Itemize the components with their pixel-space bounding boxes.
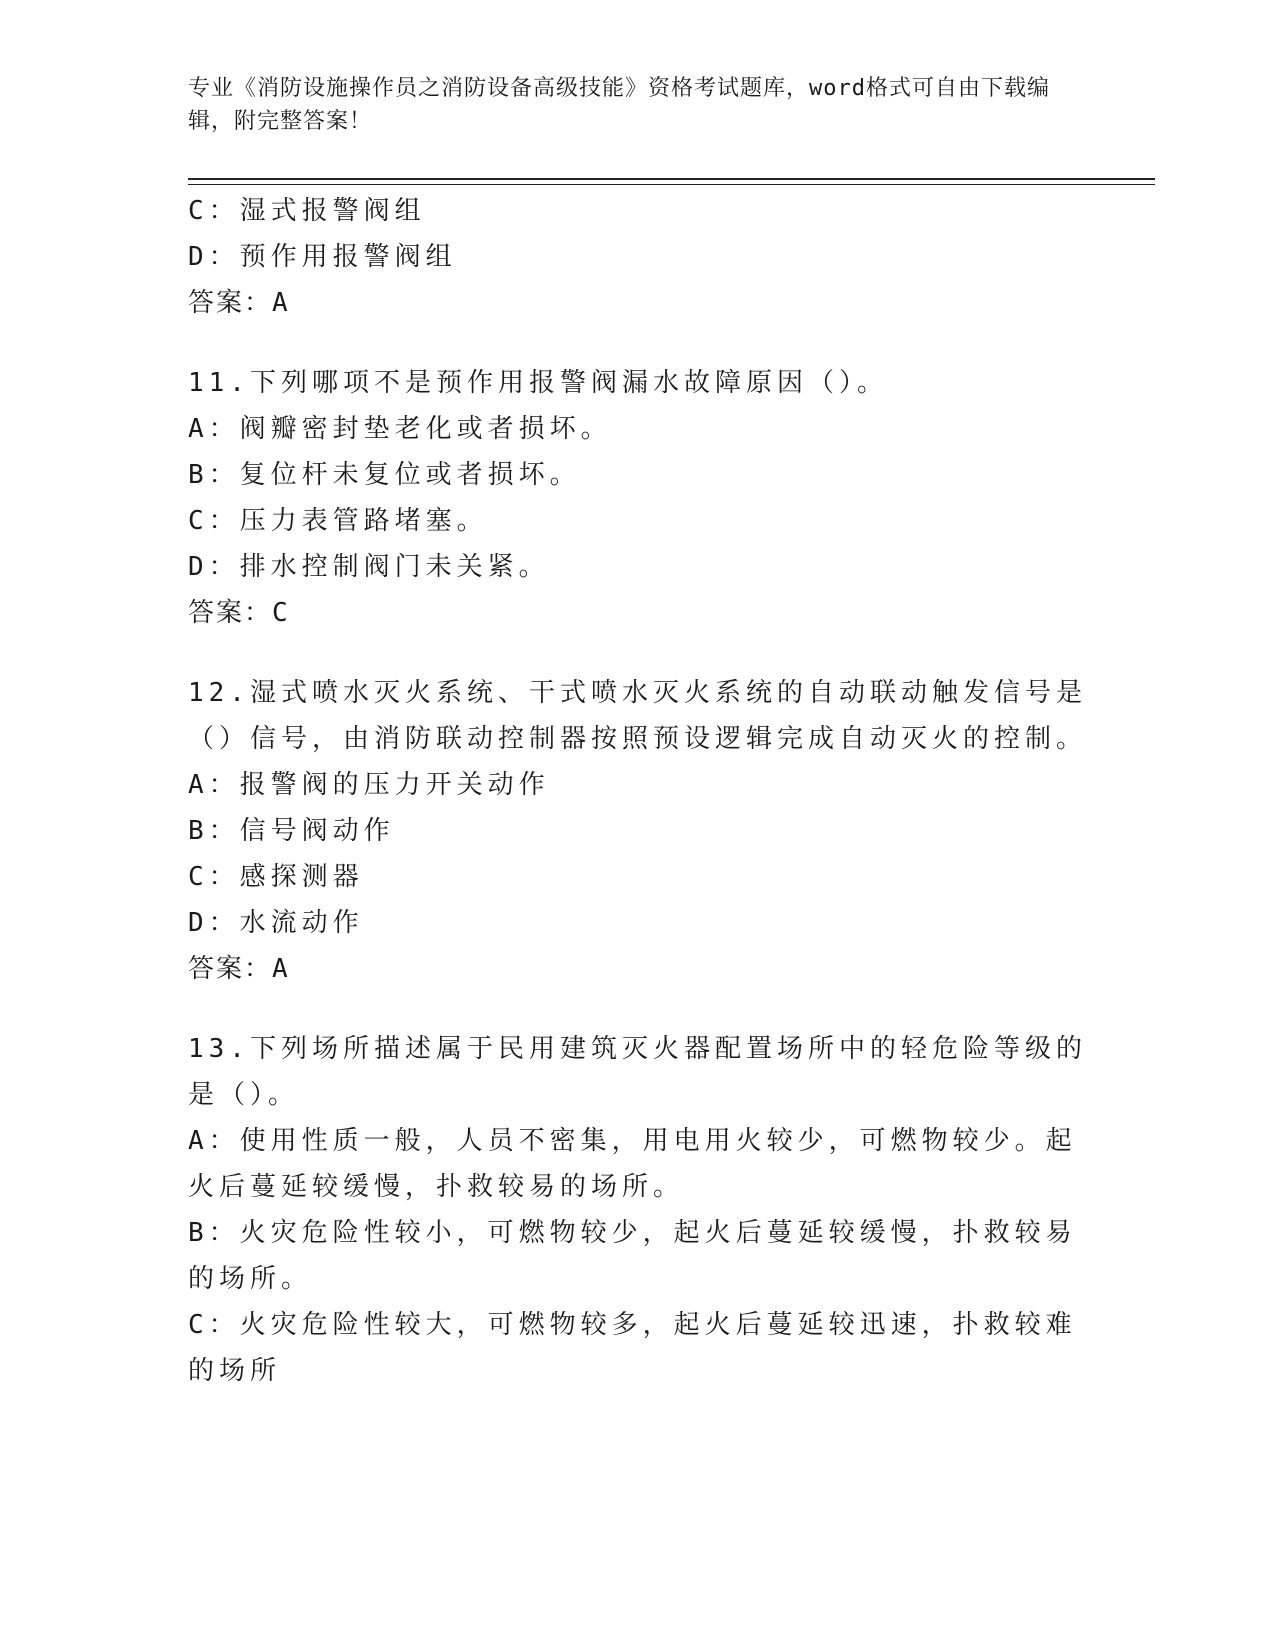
answer-label: 答案：	[188, 598, 273, 628]
option-label: C：	[188, 196, 240, 226]
option-text: 复位杆未复位或者损坏。	[239, 460, 581, 490]
option-d	[188, 234, 1088, 280]
question-12	[188, 670, 1088, 992]
option-text: 压力表管路堵塞。	[239, 506, 488, 536]
question-title: 13.下列场所描述属于民用建筑灭火器配置场所中的轻危险等级的是（）。	[188, 1034, 1087, 1110]
question-content	[188, 188, 1088, 1394]
prev-question	[188, 188, 1088, 326]
option-label: A：	[188, 770, 240, 800]
spacer	[188, 636, 1088, 670]
answer-line	[188, 280, 1088, 326]
option-label: D：	[188, 242, 240, 272]
answer-value: C	[272, 598, 290, 628]
option-c	[188, 854, 1088, 900]
option-text: 信号阀动作	[239, 816, 395, 846]
option-text: 阀瓣密封垫老化或者损坏。	[239, 414, 612, 444]
option-label: D：	[188, 908, 240, 938]
spacer	[188, 992, 1088, 1026]
option-label: C：	[188, 1310, 240, 1340]
option-c	[188, 498, 1088, 544]
question-title: 12.湿式喷水灭火系统、干式喷水灭火系统的自动联动触发信号是（）信号，由消防联动控制器按照预设逻辑完成自动灭火的控制。	[188, 678, 1088, 754]
question-13	[188, 1026, 1088, 1394]
header-rule-thin	[188, 184, 1155, 185]
option-text: 预作用报警阀组	[239, 242, 457, 272]
option-label: C：	[188, 862, 240, 892]
option-label: A：	[188, 1126, 240, 1156]
option-text: 火灾危险性较小，可燃物较少，起火后蔓延较缓慢，扑救较易的场所。	[188, 1218, 1077, 1294]
option-text: 水流动作	[239, 908, 364, 938]
option-label: C：	[188, 506, 240, 536]
option-text: 报警阀的压力开关动作	[239, 770, 550, 800]
option-c	[188, 188, 1088, 234]
option-label: B：	[188, 1218, 240, 1248]
answer-value: A	[272, 288, 290, 318]
spacer	[188, 326, 1088, 360]
option-b	[188, 808, 1088, 854]
option-text: 排水控制阀门未关紧。	[239, 552, 550, 582]
answer-label: 答案：	[188, 288, 273, 318]
question-11	[188, 360, 1088, 636]
option-b	[188, 1210, 1088, 1302]
answer-line	[188, 946, 1088, 992]
option-text: 感探测器	[239, 862, 364, 892]
option-label: B：	[188, 460, 240, 490]
option-d	[188, 544, 1088, 590]
option-label: D：	[188, 552, 240, 582]
option-label: A：	[188, 414, 240, 444]
option-b	[188, 452, 1088, 498]
option-d	[188, 900, 1088, 946]
option-label: B：	[188, 816, 240, 846]
option-a	[188, 406, 1088, 452]
answer-label: 答案：	[188, 954, 273, 984]
option-c	[188, 1302, 1088, 1394]
option-a	[188, 762, 1088, 808]
answer-value: A	[272, 954, 290, 984]
option-text: 湿式报警阀组	[239, 196, 426, 226]
question-title: 11.下列哪项不是预作用报警阀漏水故障原因（）。	[188, 368, 888, 398]
option-text: 火灾危险性较大，可燃物较多，起火后蔓延较迅速，扑救较难的场所	[188, 1310, 1077, 1386]
header-rule-thick	[188, 178, 1155, 180]
document-header: 专业《消防设施操作员之消防设备高级技能》资格考试题库，word格式可自由下载编辑，附完整答案！	[188, 76, 1050, 134]
option-text: 使用性质一般，人员不密集，用电用火较少，可燃物较少。起火后蔓延较缓慢，扑救较易的场所。	[188, 1126, 1077, 1202]
answer-line	[188, 590, 1088, 636]
option-a	[188, 1118, 1088, 1210]
